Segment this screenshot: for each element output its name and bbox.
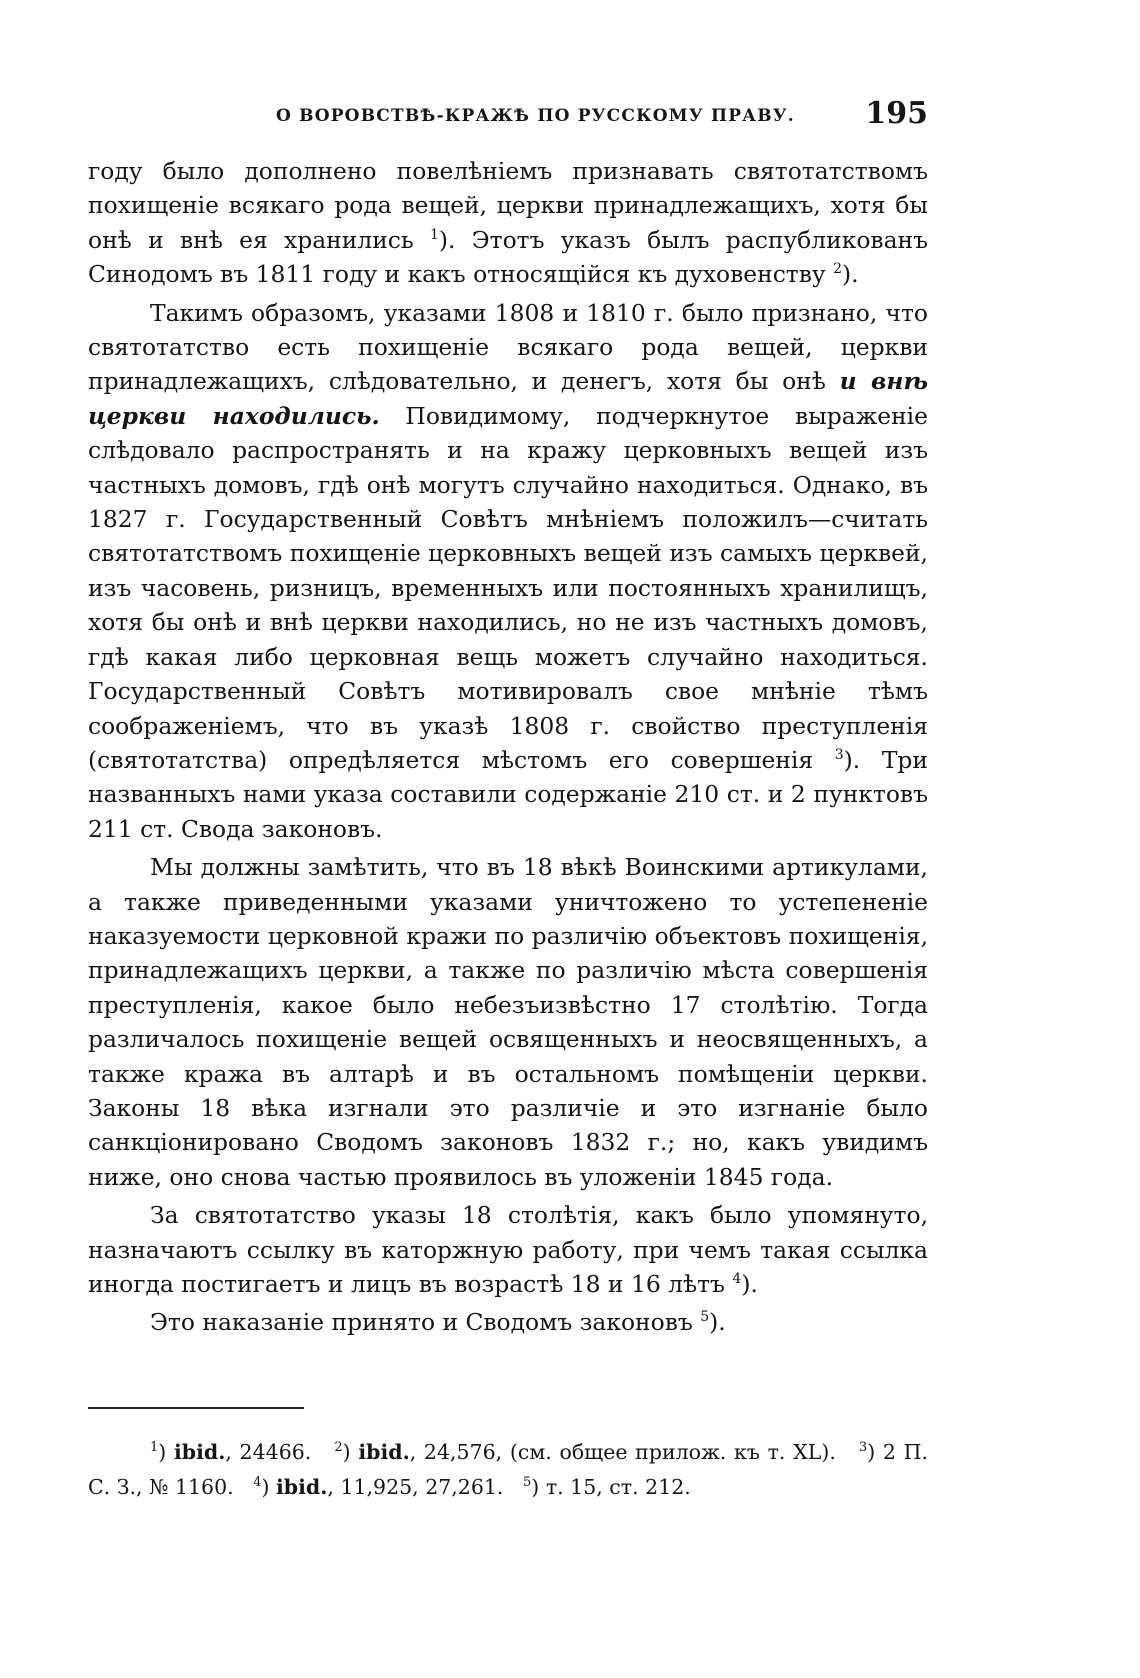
- paragraph-4: За святотатство указы 18 столѣтія, какъ было упомянуто, назначаютъ ссылку въ каторжную работу, при чемъ такая ссылка иногда постигаетъ и лицъ въ возрастѣ 18 и 16 лѣтъ $^4$).: [88, 1201, 928, 1298]
- running-title: О ВОРОВСТВѢ-КРАЖѢ ПО РУССКОМУ ПРАВУ.: [276, 106, 795, 126]
- main-text: [88, 154, 928, 1340]
- paragraph-3: Мы должны замѣтить, что въ 18 вѣкѣ Воинскими артикулами, а также приведенными указами уничтожено то устепененіе наказуемости церковной кражи по различію объектовъ похищенія, принадлежащихъ церкви, а также по различію мѣста совершенія преступленія, какое было небезъизвѣстно 17 столѣтію. Тогда различалось похищеніе вещей освященныхъ и неосвященныхъ, а также кража въ алтарѣ и въ остальномъ помѣщеніи церкви. Законы 18 вѣка изгнали это различіе и это изгнаніе было санкціонировано Сводомъ законовъ 1832 г.; но, какъ увидимъ ниже, оно снова частью проявилось въ уложеніи 1845 года.: [88, 853, 928, 1191]
- page-number: 195: [865, 96, 928, 131]
- paragraph-5: Это наказаніе принято и Сводомъ законовъ $^5$).: [150, 1308, 726, 1337]
- footnote-1: $^1$) ibid., 24466.: [150, 1440, 312, 1464]
- footnotes: [88, 1435, 928, 1505]
- footnote-ref-2: 2: [833, 261, 843, 278]
- footnote-ref-3: 3: [834, 747, 844, 764]
- footnote-4: $^4$) ibid., 11,925, 27,261.: [253, 1475, 504, 1499]
- footnote-list: [88, 1435, 928, 1505]
- footnote-ref-5: 5: [700, 1309, 710, 1326]
- emphasized-phrase: и внѣ церкви находились.: [88, 367, 928, 430]
- footnote-ref-4: 4: [732, 1271, 742, 1288]
- footnote-2: $^2$) ibid., 24,576, (см. общее прилож. къ т. XL).: [334, 1440, 836, 1464]
- paragraph-1: году было дополнено повелѣніемъ признавать святотатствомъ похищеніе всякаго рода вещей, церкви принадлежащихъ, хотя бы онѣ и внѣ ея хранились $^1$). Этотъ указъ былъ распубликованъ Синодомъ въ 1811 году и какъ относящійся къ духовенству $^2$).: [88, 157, 929, 289]
- footnote-divider: [88, 1407, 304, 1409]
- paragraph-2: Такимъ образомъ, указами 1808 и 1810 г. было признано, что святотатство есть похищеніе всякаго рода вещей, церкви принадлежащихъ, слѣдовательно, и денегъ, хотя бы онѣ и внѣ церкви находились. Повидимому, подчеркнутое выраженіе слѣдовало распространять и на кражу церковныхъ вещей изъ частныхъ домовъ, гдѣ онѣ могутъ случайно находиться. Однако, въ 1827 г. Государственный Совѣтъ мнѣніемъ положилъ—считать святотатствомъ похищеніе церковныхъ вещей изъ самыхъ церквей, изъ часовень, ризницъ, временныхъ или постоянныхъ хранилищъ, хотя бы онѣ и внѣ церкви находились, но не изъ частныхъ домовъ, гдѣ какая либо церковная вещь можетъ случайно находиться. Государственный Совѣтъ мотивировалъ свое мнѣніе тѣмъ соображеніемъ, что въ указѣ 1808 г. свойство преступленія (святотатства) опредѣляется мѣстомъ его совершенія $^3$). Три названныхъ нами указа составили содержаніе 210 ст. и 2 пунктовъ 211 ст. Свода законовъ.: [88, 298, 928, 843]
- footnote-3: $^3$) 2 П. С. З., № 1160.: [88, 1440, 929, 1499]
- footnote-ref-1: 1: [429, 227, 439, 244]
- footnote-5: $^5$) т. 15, ст. 212.: [523, 1475, 691, 1499]
- page-header: [88, 96, 928, 136]
